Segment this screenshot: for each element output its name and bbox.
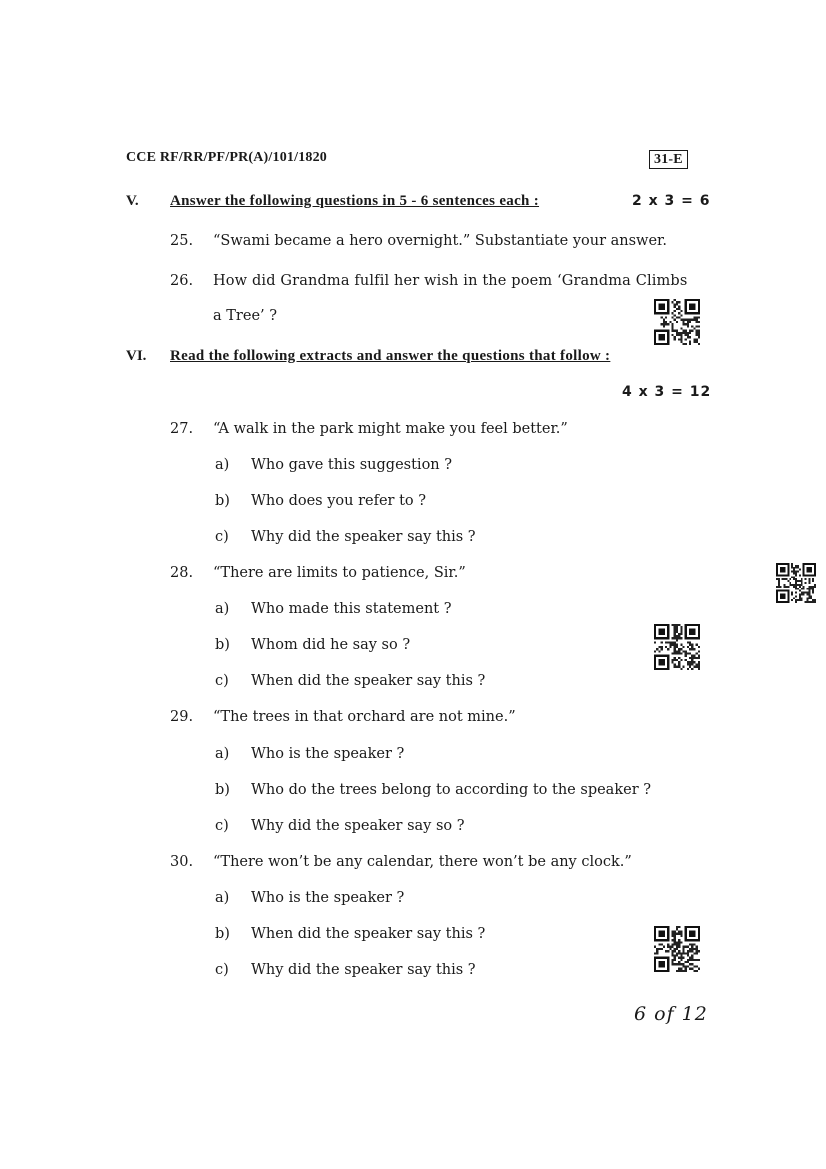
qr-code-icon bbox=[654, 624, 700, 670]
sub-question-text: Why did the speaker say this ? bbox=[251, 962, 476, 978]
question-text: “A walk in the park might make you feel better.” bbox=[213, 421, 568, 437]
sub-question-label: c) bbox=[215, 818, 229, 834]
section-vi-heading: Read the following extracts and answer the questions that follow : bbox=[170, 348, 611, 364]
sub-question-text: Whom did he say so ? bbox=[251, 637, 411, 653]
sub-question-text: Who is the speaker ? bbox=[251, 890, 405, 906]
sub-question-label: a) bbox=[215, 457, 230, 473]
sub-question-text: Why did the speaker say this ? bbox=[251, 529, 476, 545]
sub-question-label: c) bbox=[215, 962, 229, 978]
question-text: How did Grandma fulfil her wish in the poem ‘Grandma Climbs bbox=[213, 273, 688, 289]
sub-question-label: b) bbox=[215, 637, 230, 653]
sub-question-text: Why did the speaker say so ? bbox=[251, 818, 465, 834]
sub-question-label: a) bbox=[215, 890, 230, 906]
sub-question-label: b) bbox=[215, 926, 230, 942]
question-number: 25. bbox=[170, 233, 194, 249]
sub-question-label: b) bbox=[215, 782, 230, 798]
section-v-marks: 2 x 3 = 6 bbox=[632, 193, 711, 209]
sub-question-text: Who does you refer to ? bbox=[251, 493, 427, 509]
question-text: “Swami became a hero overnight.” Substantiate your answer. bbox=[213, 233, 667, 249]
sub-question-text: When did the speaker say this ? bbox=[251, 673, 486, 689]
qr-code-icon bbox=[654, 299, 700, 345]
section-v-heading: Answer the following questions in 5 - 6 sentences each : bbox=[170, 193, 540, 209]
question-text: “There are limits to patience, Sir.” bbox=[213, 565, 466, 581]
sub-question-label: c) bbox=[215, 529, 229, 545]
qr-code-icon bbox=[776, 563, 816, 603]
page-number: 6 of 12 bbox=[634, 1003, 708, 1025]
question-number: 30. bbox=[170, 854, 194, 870]
sub-question-label: a) bbox=[215, 601, 230, 617]
sub-question-text: Who gave this suggestion ? bbox=[251, 457, 453, 473]
question-text: “The trees in that orchard are not mine.” bbox=[213, 709, 516, 725]
section-vi-number: VI. bbox=[126, 348, 147, 364]
section-v-number: V. bbox=[126, 193, 139, 209]
qr-code-icon bbox=[654, 926, 700, 972]
question-number: 29. bbox=[170, 709, 194, 725]
question-number: 26. bbox=[170, 273, 194, 289]
section-vi-marks: 4 x 3 = 12 bbox=[622, 384, 712, 400]
question-text-continued: a Tree’ ? bbox=[213, 308, 278, 324]
sub-question-label: b) bbox=[215, 493, 230, 509]
question-number: 28. bbox=[170, 565, 194, 581]
question-number: 27. bbox=[170, 421, 194, 437]
sub-question-text: Who do the trees belong to according to the speaker ? bbox=[251, 782, 652, 798]
exam-code: CCE RF/RR/PF/PR(A)/101/1820 bbox=[126, 150, 327, 165]
sub-question-text: Who made this statement ? bbox=[251, 601, 452, 617]
sub-question-text: Who is the speaker ? bbox=[251, 746, 405, 762]
question-text: “There won’t be any calendar, there won’t be any clock.” bbox=[213, 854, 632, 870]
sub-question-label: a) bbox=[215, 746, 230, 762]
sub-question-text: When did the speaker say this ? bbox=[251, 926, 486, 942]
sub-question-label: c) bbox=[215, 673, 229, 689]
paper-code-box: 31-E bbox=[649, 150, 688, 169]
